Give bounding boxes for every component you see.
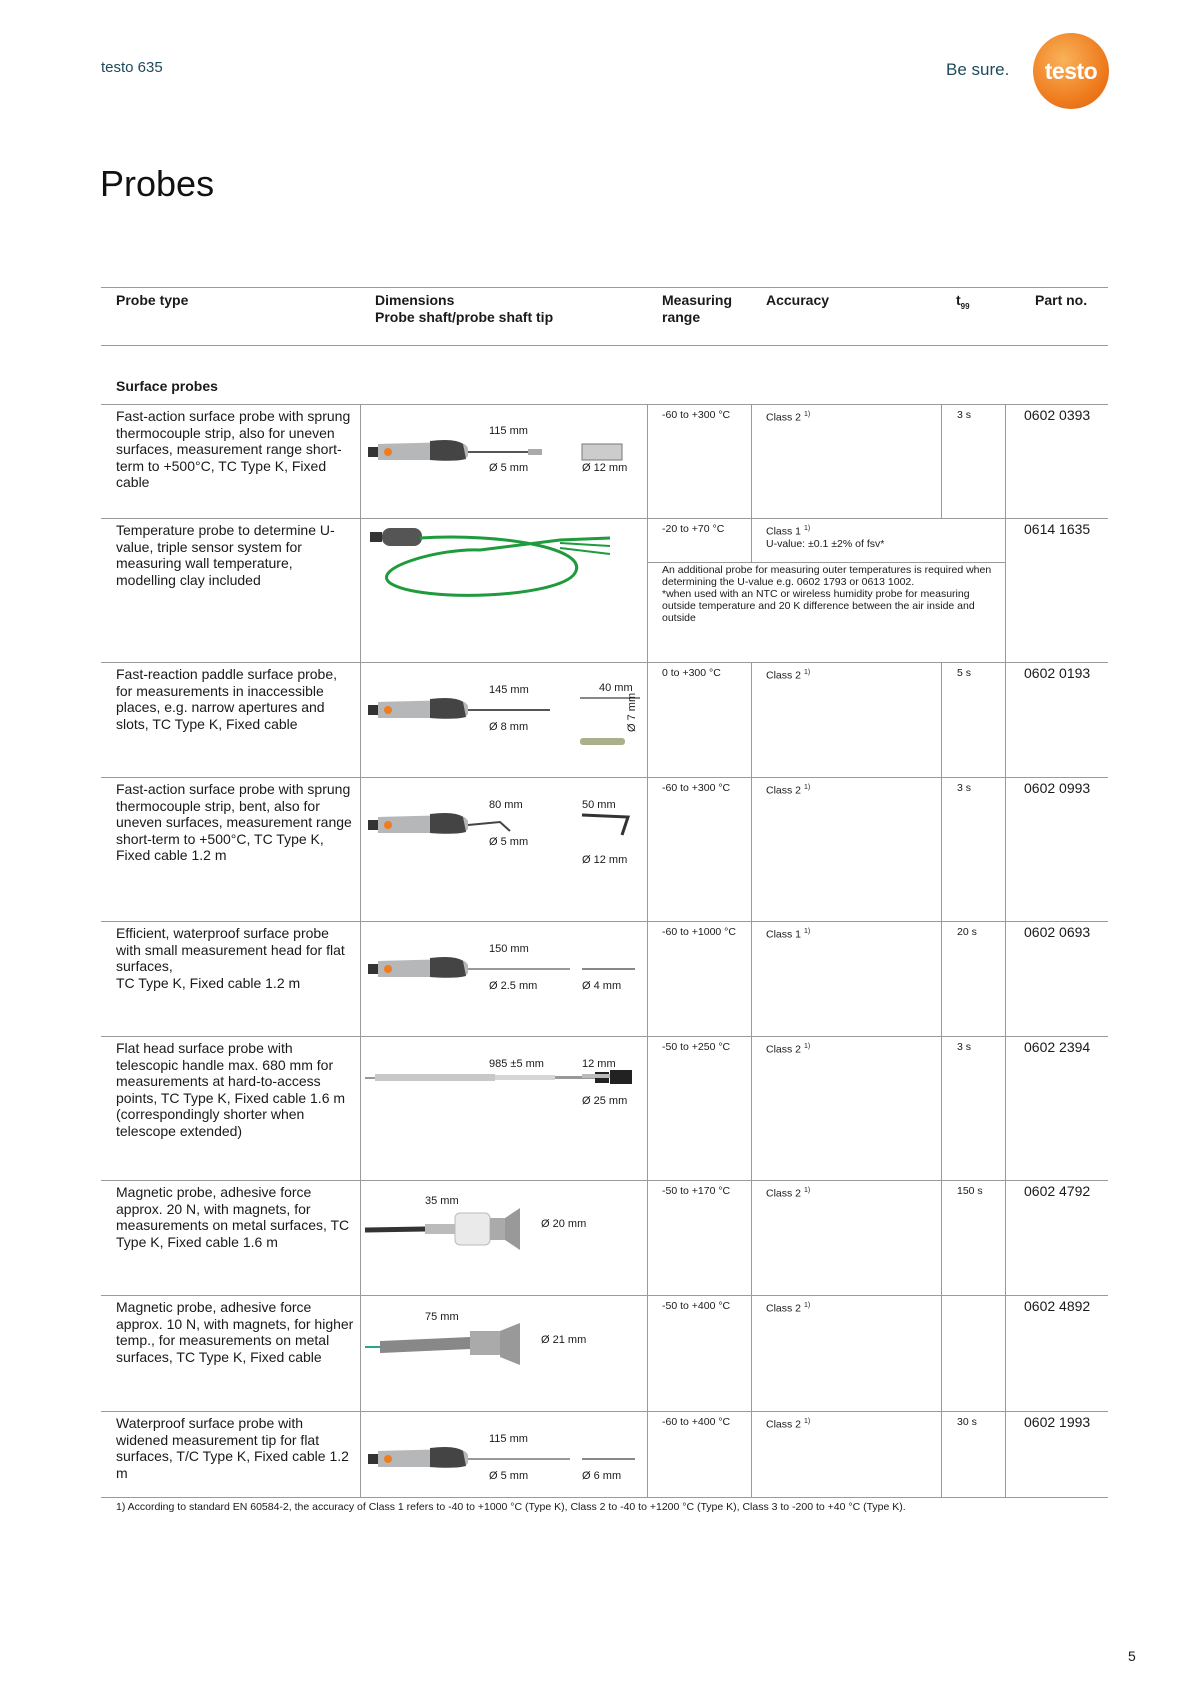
column-divider [751, 1411, 752, 1497]
measuring-range: -50 to +170 °C [662, 1185, 731, 1197]
header-measuring-range [662, 292, 732, 326]
column-divider [751, 404, 752, 518]
section-surface-probes: Surface probes [116, 378, 218, 394]
probe-image-cell [360, 921, 647, 1036]
table-bottom-rule [101, 1497, 1108, 1498]
probe-image [360, 1295, 647, 1411]
probe-image-cell [360, 662, 647, 777]
accuracy [766, 782, 810, 797]
dimension-label: Ø 12 mm [582, 854, 628, 866]
magnetic-probe [365, 1323, 520, 1365]
column-divider [751, 777, 752, 921]
dimension-label: Ø 5 mm [489, 836, 529, 848]
column-divider [647, 518, 648, 662]
measuring-range: -60 to +300 °C [662, 409, 731, 421]
header-dimensions [375, 292, 553, 326]
part-number: 0602 2394 [1024, 1039, 1091, 1055]
column-divider [751, 1036, 752, 1180]
part-number: 0602 4792 [1024, 1183, 1091, 1199]
document-product-name: testo 635 [101, 59, 163, 76]
column-divider [647, 1411, 648, 1497]
measuring-range: -60 to +300 °C [662, 782, 731, 794]
dimension-label: Ø 7 mm [626, 692, 638, 732]
t99-value: 30 s [957, 1416, 977, 1428]
column-divider [1005, 777, 1006, 921]
probe-description: Magnetic probe, adhesive force approx. 10 N, with magnets, for higher temp., for measurements on metal surfaces, TC Type K, Fixed cable [116, 1299, 354, 1365]
column-divider [1005, 1036, 1006, 1180]
part-number: 0602 4892 [1024, 1298, 1091, 1314]
accuracy-class: Class 1 [766, 928, 802, 941]
part-number: 0602 0993 [1024, 780, 1091, 796]
footnote-ref: 1) [803, 1418, 811, 1425]
accuracy-class: Class 2 [766, 1187, 802, 1200]
part-number: 0602 0393 [1024, 407, 1091, 423]
accuracy-class: Class 2 [766, 1302, 802, 1315]
probe-description: Flat head surface probe with telescopic handle max. 680 mm for measurements at hard-to-access points, TC Type K, Fixed cable 1.6 m (correspondingly shorter when telescope extended) [116, 1040, 346, 1139]
accuracy-class: Class 2 [766, 1418, 802, 1431]
accuracy-class: Class 2 [766, 784, 802, 797]
dimension-label: Ø 2.5 mm [489, 980, 538, 992]
dimension-label: 12 mm [582, 1058, 616, 1070]
column-divider [941, 1036, 942, 1180]
accuracy [766, 1300, 810, 1315]
green-cable [386, 537, 610, 595]
probe-image-cell [360, 1295, 647, 1411]
accuracy [766, 926, 810, 941]
dimension-label: 115 mm [489, 425, 528, 437]
column-divider [1005, 1295, 1006, 1411]
part-number: 0602 1993 [1024, 1414, 1091, 1430]
probe-image [360, 662, 647, 777]
column-divider [647, 1036, 648, 1180]
dimension-label: Ø 4 mm [582, 980, 622, 992]
accuracy-class: Class 2 [766, 1043, 802, 1056]
probe-tip-detail [582, 815, 628, 835]
column-divider [751, 1295, 752, 1411]
column-divider [941, 1180, 942, 1295]
telescopic-probe [365, 1070, 632, 1084]
accuracy-class: Class 2 [766, 411, 802, 424]
measuring-range: -20 to +70 °C [662, 523, 725, 535]
accuracy-class: Class 2 [766, 669, 802, 682]
header-t99 [956, 292, 970, 315]
probe-handle [368, 698, 468, 719]
column-divider [751, 518, 752, 562]
probe-note: An additional probe for measuring outer temperatures is required when determining the U-value e.g. 0602 1793 or 0613 1002. *when used with an NTC or wireless humidity probe for measuring outside temperature and 20 K difference between the air inside and outside [662, 564, 992, 624]
part-number: 0602 0693 [1024, 924, 1091, 940]
column-divider [941, 921, 942, 1036]
measuring-range: -50 to +400 °C [662, 1300, 731, 1312]
footnote-ref: 1) [803, 1043, 811, 1050]
column-divider [751, 1180, 752, 1295]
t99-value: 5 s [957, 667, 972, 679]
probe-image-cell [360, 777, 647, 921]
magnetic-probe [365, 1208, 520, 1250]
dimension-label: 75 mm [425, 1311, 459, 1323]
column-divider [1005, 404, 1006, 518]
dimension-label: 40 mm [599, 682, 633, 694]
column-divider [1005, 1180, 1006, 1295]
probe-image [360, 404, 647, 518]
column-divider [941, 662, 942, 777]
probe-description: Efficient, waterproof surface probe with small measurement head for flat surfaces, TC Type K, Fixed cable 1.2 m [116, 925, 345, 991]
accuracy-class: Class 1 [766, 525, 802, 538]
probe-description: Fast-action surface probe with sprung thermocouple strip, bent, also for uneven surfaces, measurement range short-term to +500°C, TC Type K, Fixed cable 1.2 m [116, 781, 352, 863]
probe-image-cell [360, 1411, 647, 1497]
column-divider [941, 1411, 942, 1497]
column-divider [647, 404, 648, 518]
column-divider [1005, 1411, 1006, 1497]
column-divider [647, 777, 648, 921]
measuring-range: -50 to +250 °C [662, 1041, 731, 1053]
footnote-ref: 1) [803, 669, 811, 676]
header-t99-label: t [956, 292, 961, 308]
dimension-label: 145 mm [489, 684, 529, 696]
probe-image [360, 1411, 647, 1497]
page-number: 5 [1128, 1648, 1136, 1664]
column-divider [941, 404, 942, 518]
column-divider [647, 662, 648, 777]
probe-handle [370, 528, 422, 546]
dimension-label: Ø 21 mm [541, 1334, 587, 1346]
dimension-label: 80 mm [489, 799, 523, 811]
probe-image [360, 518, 647, 662]
header-dimensions-line2: Probe shaft/probe shaft tip [375, 309, 554, 325]
probe-description: Waterproof surface probe with widened measurement tip for flat surfaces, T/C Type K, Fixed cable 1.2 m [116, 1415, 349, 1481]
dimension-label: Ø 12 mm [582, 462, 628, 474]
dimension-label: 150 mm [489, 943, 529, 955]
header-probe-type: Probe type [116, 292, 189, 308]
accuracy [766, 1041, 810, 1056]
column-divider [647, 1295, 648, 1411]
page-title: Probes [100, 163, 215, 204]
part-number: 0614 1635 [1024, 521, 1091, 537]
column-divider [751, 921, 752, 1036]
probe-image [360, 921, 647, 1036]
probe-tip-detail [582, 444, 622, 460]
accuracy [766, 1416, 810, 1431]
column-divider [751, 662, 752, 777]
dimension-label: Ø 5 mm [489, 1470, 529, 1482]
column-divider [1005, 921, 1006, 1036]
measuring-range: 0 to +300 °C [662, 667, 721, 679]
footnote-ref: 1) [803, 411, 811, 418]
dimension-label: Ø 20 mm [541, 1218, 587, 1230]
probe-image-cell [360, 1180, 647, 1295]
slogan: Be sure. [946, 60, 1010, 79]
dimension-label: Ø 5 mm [489, 462, 529, 474]
t99-value: 20 s [957, 926, 977, 938]
accuracy [766, 409, 810, 424]
column-divider [941, 777, 942, 921]
header-range-line2: range [662, 309, 701, 325]
probe-handle [368, 440, 468, 461]
footnote-ref: 1) [803, 1302, 811, 1309]
footnote: 1) According to standard EN 60584-2, the accuracy of Class 1 refers to -40 to +1000 °C (Type K), Class 2 to -40 to +1200 °C (Type K), Class 3 to -200 to +40 °C (Type K). [116, 1501, 906, 1513]
column-divider [1005, 662, 1006, 777]
header-range-line1: Measuring [662, 292, 733, 308]
row-subrule [647, 562, 1005, 563]
part-number: 0602 0193 [1024, 665, 1091, 681]
probe-image-cell [360, 518, 647, 662]
footnote-ref: 1) [803, 784, 811, 791]
accuracy-u-value: U-value: ±0.1 ±2% of fsv* [766, 537, 885, 550]
header-dimensions-line1: Dimensions [375, 292, 455, 308]
column-divider [941, 1295, 942, 1411]
accuracy [766, 1185, 810, 1200]
footnote-ref: 1) [803, 928, 811, 935]
probe-handle [368, 1447, 468, 1468]
dimension-label: 50 mm [582, 799, 616, 811]
header-accuracy: Accuracy [766, 292, 830, 308]
probe-description: Magnetic probe, adhesive force approx. 20 N, with magnets, for measurements on metal surfaces, TC Type K, Fixed cable 1.6 m [116, 1184, 350, 1250]
dimension-label: 115 mm [489, 1433, 528, 1445]
dimension-label: Ø 8 mm [489, 721, 529, 733]
accuracy [766, 523, 884, 550]
column-divider [1005, 518, 1006, 662]
table-top-rule [101, 287, 1108, 288]
t99-value: 3 s [957, 409, 972, 421]
probe-tip-detail [580, 738, 625, 745]
header-t99-sub: 99 [960, 301, 970, 311]
accuracy [766, 667, 810, 682]
dimension-label: Ø 25 mm [582, 1095, 628, 1107]
probe-description: Temperature probe to determine U-value, triple sensor system for measuring wall temperature, modelling clay included [116, 522, 335, 588]
measuring-range: -60 to +400 °C [662, 1416, 731, 1428]
header-bottom-rule [101, 345, 1108, 346]
footnote-ref: 1) [803, 1187, 811, 1194]
probe-image-cell [360, 1036, 647, 1180]
probe-image [360, 1180, 647, 1295]
t99-value: 150 s [957, 1185, 983, 1197]
probe-handle [368, 813, 468, 834]
dimension-label: 35 mm [425, 1195, 459, 1207]
probe-description: Fast-action surface probe with sprung thermocouple strip, also for uneven surfaces, measurement range short-term to +500°C, TC Type K, Fixed cable [116, 408, 351, 490]
probe-handle [368, 957, 468, 978]
t99-value: 3 s [957, 782, 972, 794]
column-divider [647, 921, 648, 1036]
testo-logo: testo [1033, 33, 1109, 109]
dimension-label: 985 ±5 mm [489, 1058, 544, 1070]
header-part-no: Part no. [1035, 292, 1088, 308]
column-divider [647, 1180, 648, 1295]
dimension-label: Ø 6 mm [582, 1470, 622, 1482]
t99-value: 3 s [957, 1041, 972, 1053]
probe-image-cell [360, 404, 647, 518]
footnote-ref: 1) [803, 525, 811, 532]
measuring-range: -60 to +1000 °C [662, 926, 736, 938]
probe-shaft [468, 822, 510, 831]
probe-description: Fast-reaction paddle surface probe, for measurements in inaccessible places, e.g. narrow apertures and slots, TC Type K, Fixed cable [116, 666, 338, 732]
